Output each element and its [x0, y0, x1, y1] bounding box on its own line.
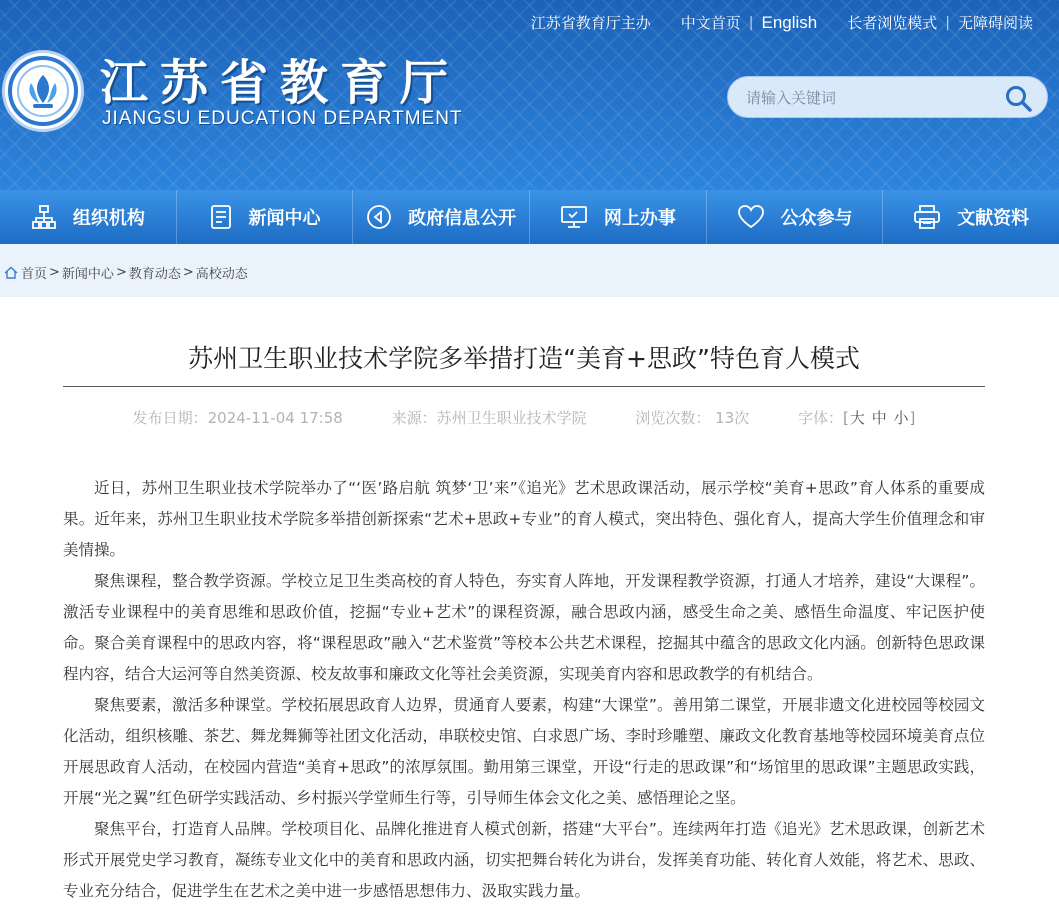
bracket-close: ]: [909, 409, 916, 427]
document-icon: [209, 204, 233, 230]
font-size-label: 字体：: [798, 409, 844, 427]
bracket-open: [: [843, 409, 849, 427]
font-size-control: [798, 409, 915, 427]
elder-mode-link[interactable]: 长者浏览模式: [847, 14, 938, 32]
nav-org-structure[interactable]: [0, 190, 177, 244]
play-circle-icon: [366, 204, 392, 230]
breadcrumb-separator: >: [115, 265, 127, 280]
font-size-medium[interactable]: 中: [871, 409, 887, 427]
article-paragraph: 聚焦平台，打造育人品牌。学校项目化、品牌化推进育人模式创新，搭建“大平台”。连续两年打造《追光》艺术思政课，创新艺术形式开展党史学习教育，凝练专业文化中的美育和思政内涵，切实把舞台转化为讲台，发挥美育功能、转化育人效能，将艺术、思政、专业充分结合，促进学生在艺术之美中进一步感悟思想伟力、汲取实践力量。: [63, 820, 985, 900]
nav-label: 公众参与: [780, 208, 853, 229]
breadcrumb-education-news[interactable]: 教育动态: [128, 267, 181, 282]
search-input[interactable]: [744, 85, 988, 111]
heart-icon: [737, 204, 765, 230]
article-paragraph: 聚焦课程，整合教学资源。学校立足卫生类高校的育人特色，夯实育人阵地，开发课程教学资源，打通人才培养，建设“大课程”。激活专业课程中的美育思维和思政价值，挖掘“专业+艺术”的课程资源，融合思政内涵，感受生命之美、感悟生命温度、牢记医护使命。聚合美育课程中的思政内容，将“课程思政”融入“艺术鉴赏”等校本公共艺术课程，挖掘其中蕴含的思政文化内涵。创新特色思政课程内容，结合大运河等自然美资源、校友故事和廉政文化等社会美资源，实现美育内容和思政教学的有机结合。: [63, 572, 985, 683]
search-icon[interactable]: [1003, 83, 1033, 113]
department-logo-icon[interactable]: [2, 50, 84, 132]
site-header: [0, 0, 1059, 190]
article-paragraph: 近日，苏州卫生职业技术学院举办了“‘医’路启航 筑梦‘卫’来”《追光》艺术思政课活动，展示学校“美育+思政”育人体系的重要成果。近年来，苏州卫生职业技术学院多举措创新探索“艺术+思政+专业”的育人模式，突出特色、强化育人，提高大学生价值理念和审美情操。: [63, 479, 985, 559]
nav-online-service[interactable]: [530, 190, 707, 244]
org-chart-icon: [31, 204, 57, 230]
home-icon: [4, 266, 18, 279]
breadcrumb-separator: >: [49, 265, 60, 280]
view-count: 浏览次数： 13次: [635, 409, 750, 427]
main-nav: [0, 190, 1059, 244]
breadcrumb-separator: >: [182, 265, 194, 280]
font-size-small[interactable]: 小: [893, 409, 909, 427]
nav-label: 文献资料: [957, 208, 1030, 229]
divider: |: [945, 14, 950, 31]
nav-label: 新闻中心: [248, 208, 321, 229]
breadcrumb: [0, 244, 1059, 296]
breadcrumb-home[interactable]: 首页: [21, 267, 48, 282]
site-subtitle: JIANGSU EDUCATION DEPARTMENT: [102, 108, 463, 129]
home-cn-link[interactable]: 中文首页: [680, 14, 741, 32]
site-title: 江苏省教育厅: [100, 55, 461, 111]
nav-label: 组织机构: [72, 208, 145, 229]
article-body: [63, 473, 985, 907]
divider: |: [748, 14, 754, 31]
printer-icon: [913, 204, 941, 230]
article-meta: [0, 407, 1048, 428]
nav-label: 网上办事: [603, 208, 676, 229]
english-link[interactable]: English: [761, 12, 818, 32]
monitor-icon: [560, 204, 588, 230]
breadcrumb-news-center[interactable]: 新闻中心: [61, 267, 114, 282]
accessible-reading-link[interactable]: 无障碍阅读: [957, 14, 1033, 32]
top-links: [523, 12, 1041, 33]
publish-date: 发布日期：2024-11-04 17:58: [132, 409, 343, 427]
article-paragraph: 聚焦要素，激活多种课堂。学校拓展思政育人边界，贯通育人要素，构建“大课堂”。善用第二课堂，开展非遗文化进校园等校园文化活动，组织核雕、茶艺、舞龙舞狮等社团文化活动，串联校史馆、白求恩广场、李时珍雕塑、廉政文化教育基地等校园环境美育点位开展思政育人活动，在校园内营造“美育+思政”的浓厚氛围。勤用第三课堂，开设“行走的思政课”和“场馆里的思政课”主题思政实践，开展“光之翼”红色研学实践活动、乡村振兴学堂师生行等，引导师生体会文化之美、感悟理论之坚。: [63, 696, 985, 807]
nav-label: 政府信息公开: [408, 208, 517, 229]
search-box: [727, 76, 1048, 118]
nav-literature[interactable]: [883, 190, 1059, 244]
nav-gov-info[interactable]: [353, 190, 530, 244]
article-title: 苏州卫生职业技术学院多举措打造“美育+思政”特色育人模式: [188, 344, 860, 373]
nav-public-participation[interactable]: [707, 190, 884, 244]
article-panel: [0, 297, 1059, 918]
nav-news-center[interactable]: [177, 190, 354, 244]
title-divider: [63, 386, 985, 387]
article-source: 来源：苏州卫生职业技术学院: [391, 409, 587, 427]
font-size-large[interactable]: 大: [849, 409, 865, 427]
host-link[interactable]: 江苏省教育厅主办: [530, 14, 651, 32]
breadcrumb-university-news[interactable]: 高校动态: [195, 267, 248, 282]
